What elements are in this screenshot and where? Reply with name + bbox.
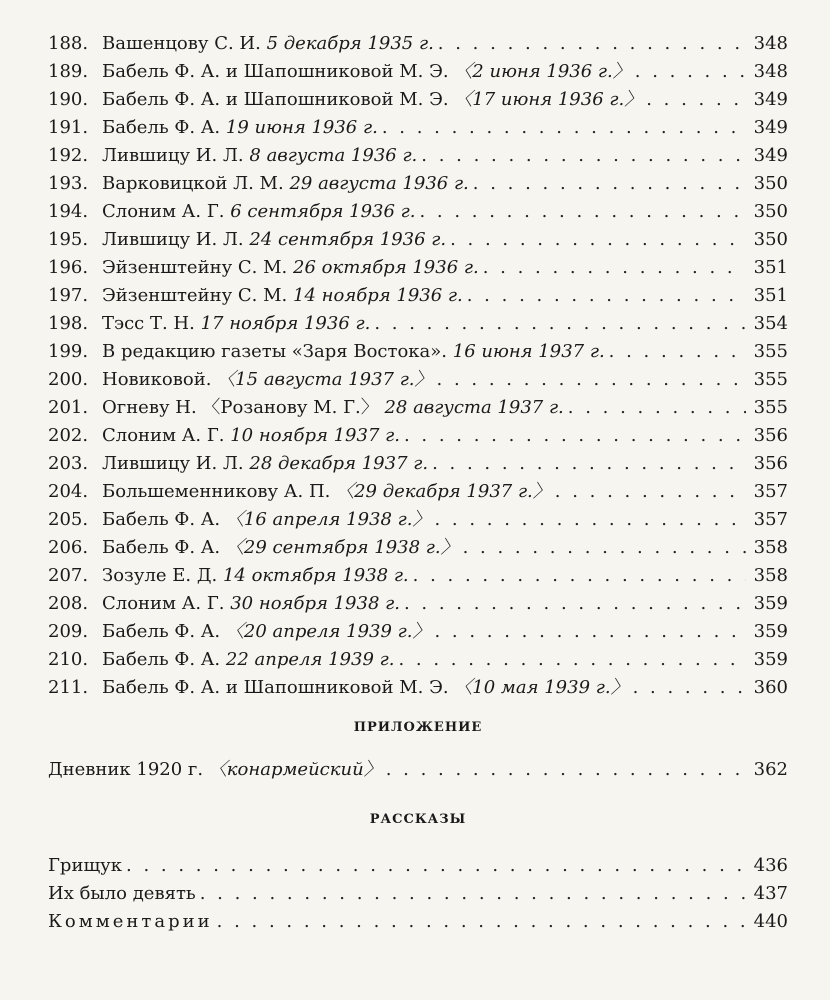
letters-list: [48, 30, 788, 702]
dot-leader: [473, 170, 746, 198]
toc-entry[interactable]: [48, 394, 788, 422]
toc-entry[interactable]: [48, 114, 788, 142]
toc-entry[interactable]: [48, 506, 788, 534]
dot-leader: [568, 394, 746, 422]
entry-recipient: Зозуле Е. Д.: [102, 565, 218, 586]
page-number: 357: [753, 509, 788, 530]
entry-number: 199.: [48, 341, 89, 362]
page-number: 436: [753, 855, 788, 876]
entry-number: 200.: [48, 369, 89, 390]
entry-recipient: Вашенцову С. И.: [102, 33, 261, 54]
dot-leader: [438, 30, 746, 58]
toc-entry[interactable]: [48, 310, 788, 338]
entry-date: 6 сентября 1936 г.: [230, 201, 416, 222]
page-number: 359: [753, 593, 788, 614]
page-number: 349: [753, 145, 788, 166]
dot-leader: [404, 590, 746, 618]
dot-leader: [398, 646, 746, 674]
entry-number: 198.: [48, 313, 89, 334]
entry-number: 206.: [48, 537, 89, 558]
entry-number: 191.: [48, 117, 89, 138]
dot-leader: [217, 908, 746, 936]
stories-heading: РАССКАЗЫ: [369, 812, 467, 827]
page-number: 350: [753, 173, 788, 194]
toc-entry[interactable]: [48, 534, 788, 562]
toc-entry[interactable]: [48, 618, 788, 646]
entry-recipient: Бабель Ф. А.: [102, 621, 221, 642]
dot-leader: [450, 226, 746, 254]
dot-leader: [200, 880, 746, 908]
entry-recipient: В редакцию газеты «Заря Востока».: [102, 341, 448, 362]
toc-entry[interactable]: [48, 30, 788, 58]
entry-date: 〈2 июня 1936 г.〉: [454, 61, 631, 82]
page-number: 359: [753, 621, 788, 642]
toc-entry[interactable]: [48, 142, 788, 170]
entry-date: 〈17 июня 1936 г.〉: [454, 89, 643, 110]
entry-title: Дневник 1920 г.: [48, 759, 204, 780]
page-number: 350: [753, 229, 788, 250]
entry-recipient: Лившицу И. Л.: [102, 229, 244, 250]
entry-number: 204.: [48, 481, 89, 502]
entry-number: 194.: [48, 201, 89, 222]
entry-date: 〈20 апреля 1939 г.〉: [225, 621, 431, 642]
dot-leader: [467, 282, 746, 310]
dot-leader: [609, 338, 746, 366]
dot-leader: [421, 142, 746, 170]
entry-recipient: Слоним А. Г.: [102, 425, 225, 446]
entry-recipient: Бабель Ф. А. и Шапошниковой М. Э.: [102, 677, 449, 698]
comments-entry[interactable]: [48, 908, 788, 936]
entry-date: 22 апреля 1939 г.: [225, 649, 395, 670]
page-number: 351: [753, 257, 788, 278]
entry-note: 〈конармейский〉: [208, 759, 382, 780]
entry-date: 28 августа 1937 г.: [384, 397, 564, 418]
entry-number: 211.: [48, 677, 89, 698]
story-entry-ikh-bylo-devyat[interactable]: [48, 880, 788, 908]
toc-entry[interactable]: [48, 674, 788, 702]
entry-date: 14 ноября 1936 г.: [293, 285, 463, 306]
entry-title: Их было девять: [48, 883, 196, 904]
page-number: 440: [753, 911, 788, 932]
entry-date: 5 декабря 1935 г.: [266, 33, 434, 54]
page-number: 348: [753, 33, 788, 54]
toc-entry[interactable]: [48, 170, 788, 198]
table-of-contents: [48, 30, 788, 936]
entry-number: 210.: [48, 649, 89, 670]
dot-leader: [386, 756, 746, 784]
dot-leader: [126, 852, 746, 880]
toc-entry[interactable]: [48, 450, 788, 478]
entry-date: 30 ноября 1938 г.: [230, 593, 400, 614]
page-number: 356: [753, 453, 788, 474]
page-number: 358: [753, 537, 788, 558]
entry-number: 208.: [48, 593, 89, 614]
dot-leader: [437, 366, 746, 394]
toc-entry[interactable]: [48, 562, 788, 590]
page-number: 351: [753, 285, 788, 306]
entry-recipient: Бабель Ф. А.: [102, 537, 221, 558]
page-number: 355: [753, 341, 788, 362]
dot-leader: [434, 506, 746, 534]
page-number: 360: [753, 677, 788, 698]
page-number: 358: [753, 565, 788, 586]
page-number: 350: [753, 201, 788, 222]
toc-entry[interactable]: [48, 58, 788, 86]
toc-entry[interactable]: [48, 422, 788, 450]
dot-leader: [432, 450, 746, 478]
entry-date: 〈15 августа 1937 г.〉: [217, 369, 433, 390]
page-number: 359: [753, 649, 788, 670]
entry-date: 〈16 апреля 1938 г.〉: [225, 509, 431, 530]
entry-recipient: Эйзенштейну С. М.: [102, 257, 288, 278]
toc-entry[interactable]: [48, 590, 788, 618]
entry-number: 190.: [48, 89, 89, 110]
entry-number: 203.: [48, 453, 89, 474]
toc-entry[interactable]: [48, 198, 788, 226]
entry-date: 28 декабря 1937 г.: [249, 453, 429, 474]
page-number: 354: [753, 313, 788, 334]
entry-recipient: Варковицкой Л. М.: [102, 173, 284, 194]
dot-leader: [374, 310, 746, 338]
entry-recipient: Лившицу И. Л.: [102, 145, 244, 166]
entry-number: 207.: [48, 565, 89, 586]
entry-recipient: Огневу Н. 〈Розанову М. Г.〉: [102, 397, 379, 418]
entry-date: 26 октября 1936 г.: [293, 257, 479, 278]
dot-leader: [413, 562, 746, 590]
entry-number: 193.: [48, 173, 89, 194]
entry-number: 196.: [48, 257, 89, 278]
entry-number: 202.: [48, 425, 89, 446]
entry-recipient: Слоним А. Г.: [102, 201, 225, 222]
page-number: 356: [753, 425, 788, 446]
entry-number: 201.: [48, 397, 89, 418]
dot-leader: [404, 422, 746, 450]
entry-date: 16 июня 1937 г.: [452, 341, 605, 362]
appendix-entry[interactable]: [48, 756, 788, 784]
toc-entry[interactable]: [48, 254, 788, 282]
entry-recipient: Тэсс Т. Н.: [102, 313, 195, 334]
entry-number: 209.: [48, 621, 89, 642]
page-number: 437: [753, 883, 788, 904]
entry-number: 188.: [48, 33, 89, 54]
entry-date: 24 сентября 1936 г.: [249, 229, 447, 250]
entry-date: 29 августа 1936 г.: [289, 173, 469, 194]
page-number: 348: [753, 61, 788, 82]
dot-leader: [633, 674, 746, 702]
page-number: 349: [753, 89, 788, 110]
dot-leader: [434, 618, 746, 646]
dot-leader: [382, 114, 746, 142]
entry-recipient: Слоним А. Г.: [102, 593, 225, 614]
dot-leader: [635, 58, 746, 86]
entry-recipient: Бабель Ф. А. и Шапошниковой М. Э.: [102, 61, 449, 82]
entry-recipient: Эйзенштейну С. М.: [102, 285, 288, 306]
entry-date: 8 августа 1936 г.: [249, 145, 418, 166]
entry-number: 205.: [48, 509, 89, 530]
story-entry-grishchuk[interactable]: [48, 852, 788, 880]
entry-date: 17 ноября 1936 г.: [200, 313, 371, 334]
entry-date: 〈29 сентября 1938 г.〉: [225, 537, 459, 558]
toc-entry[interactable]: [48, 366, 788, 394]
entry-number: 197.: [48, 285, 89, 306]
entry-date: 19 июня 1936 г.: [225, 117, 378, 138]
page-number: 357: [753, 481, 788, 502]
entry-recipient: Бабель Ф. А. и Шапошниковой М. Э.: [102, 89, 449, 110]
entry-date: 〈29 декабря 1937 г.〉: [336, 481, 551, 502]
dot-leader: [419, 198, 746, 226]
appendix-heading: ПРИЛОЖЕНИЕ: [353, 720, 483, 735]
entry-title: Комментарии: [48, 911, 213, 932]
entry-date: 10 ноября 1937 г.: [230, 425, 400, 446]
entry-number: 195.: [48, 229, 89, 250]
dot-leader: [555, 478, 746, 506]
toc-entry[interactable]: [48, 226, 788, 254]
entry-title: Грищук: [48, 855, 123, 876]
toc-entry[interactable]: [48, 646, 788, 674]
page-number: 355: [753, 369, 788, 390]
entry-recipient: Лившицу И. Л.: [102, 453, 244, 474]
dot-leader: [463, 534, 746, 562]
page-number: 362: [753, 759, 788, 780]
toc-entry[interactable]: [48, 282, 788, 310]
toc-entry[interactable]: [48, 86, 788, 114]
entry-recipient: Бабель Ф. А.: [102, 649, 221, 670]
page-number: 349: [753, 117, 788, 138]
toc-entry[interactable]: [48, 338, 788, 366]
entry-recipient: Большеменникову А. П.: [102, 481, 331, 502]
entry-number: 189.: [48, 61, 89, 82]
entry-number: 192.: [48, 145, 89, 166]
dot-leader: [483, 254, 746, 282]
page-number: 355: [753, 397, 788, 418]
entry-date: 〈10 мая 1939 г.〉: [454, 677, 629, 698]
entry-recipient: Новиковой.: [102, 369, 212, 390]
entry-date: 14 октября 1938 г.: [222, 565, 409, 586]
toc-entry[interactable]: [48, 478, 788, 506]
entry-recipient: Бабель Ф. А.: [102, 117, 221, 138]
entry-recipient: Бабель Ф. А.: [102, 509, 221, 530]
dot-leader: [646, 86, 746, 114]
